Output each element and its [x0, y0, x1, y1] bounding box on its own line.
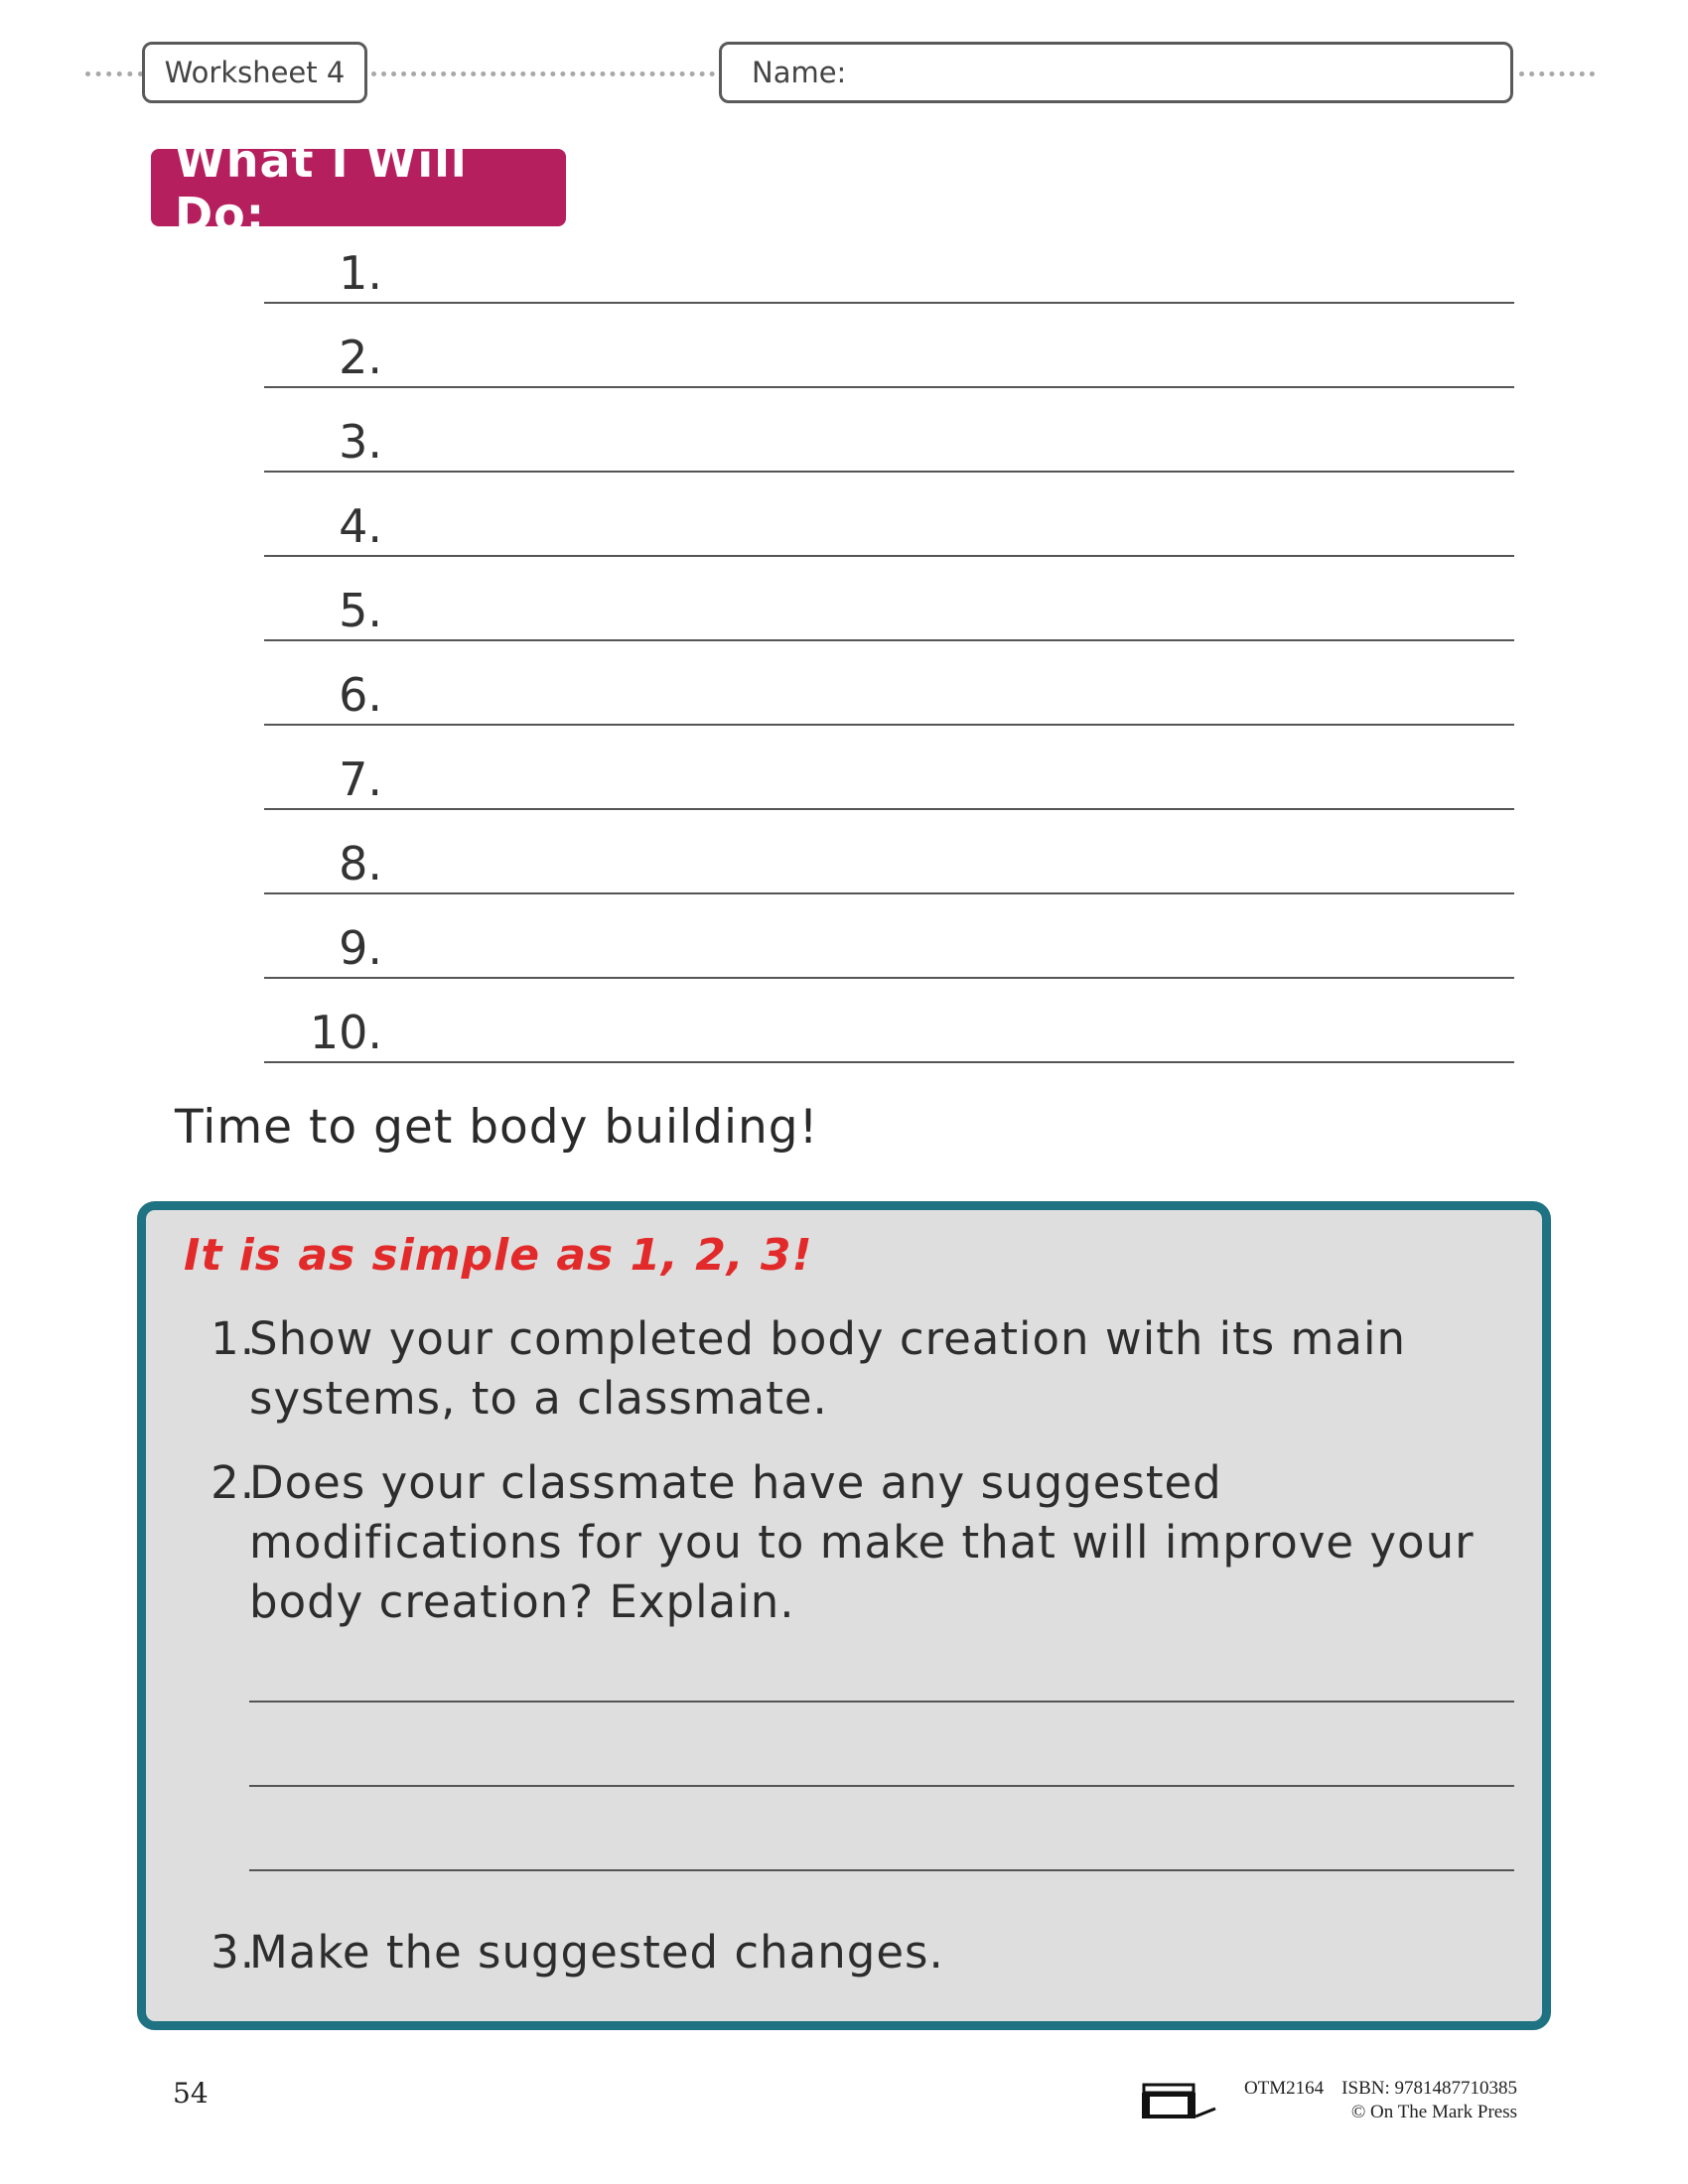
answer-line-7[interactable]	[149, 751, 1514, 810]
panel-writing-rule-2[interactable]	[249, 1785, 1514, 1787]
step-number: 1.	[211, 1312, 255, 1365]
answer-line-9[interactable]	[149, 919, 1514, 979]
writing-rule	[264, 555, 1514, 557]
writing-rule	[264, 808, 1514, 810]
section-heading-text: What I Will Do:	[175, 134, 468, 241]
answer-line-8[interactable]	[149, 835, 1514, 894]
answer-line-1[interactable]	[149, 244, 1514, 304]
writing-rule	[264, 724, 1514, 726]
isbn: ISBN: 9781487710385	[1341, 2078, 1517, 2099]
answer-line-10[interactable]	[149, 1004, 1514, 1063]
name-label: Name:	[752, 56, 847, 89]
header-dots-left	[85, 71, 143, 76]
line-number: 3.	[339, 415, 382, 469]
step-text: Make the suggested changes.	[249, 1926, 944, 1979]
copyright: © On The Mark Press	[1350, 2102, 1517, 2122]
section-heading	[151, 134, 566, 241]
writing-rule	[264, 1061, 1514, 1063]
writing-rule	[264, 471, 1514, 473]
worksheet-tab	[142, 42, 367, 103]
line-number: 6.	[339, 668, 382, 722]
name-field[interactable]	[719, 42, 1513, 103]
answer-line-5[interactable]	[149, 582, 1514, 641]
tagline: Time to get body building!	[175, 1100, 819, 1155]
writing-rule	[264, 302, 1514, 304]
line-number: 10.	[309, 1006, 382, 1059]
line-number: 9.	[339, 921, 382, 975]
product-code: OTM2164	[1243, 2078, 1325, 2099]
writing-rule	[264, 977, 1514, 979]
header-dots-right	[1519, 71, 1595, 76]
header-dots-middle	[371, 71, 715, 76]
page-number: 54	[173, 2077, 209, 2110]
panel-title: It is as simple as 1, 2, 3!	[184, 1230, 813, 1281]
footer-info	[1226, 2077, 1517, 2124]
line-number: 8.	[339, 837, 382, 890]
step-text: Show your completed body creation with its main systems, to a classmate.	[249, 1312, 1406, 1425]
footer-codes	[1226, 2077, 1517, 2101]
step-text: Does your classmate have any suggested modifications for you to make that will improve your body creation? Explain.	[249, 1456, 1475, 1628]
panel-writing-rule-3[interactable]	[249, 1869, 1514, 1871]
writing-rule	[264, 386, 1514, 388]
answer-line-4[interactable]	[149, 497, 1514, 557]
answer-line-3[interactable]	[149, 413, 1514, 473]
answer-line-6[interactable]	[149, 666, 1514, 726]
writing-rule	[264, 892, 1514, 894]
writing-rule	[264, 639, 1514, 641]
printer-icon	[1140, 2079, 1217, 2122]
line-number: 2.	[339, 331, 382, 384]
answer-line-2[interactable]	[149, 329, 1514, 388]
line-number: 7.	[339, 752, 382, 806]
instructions-panel	[137, 1201, 1551, 2030]
worksheet-label: Worksheet 4	[164, 56, 346, 89]
line-number: 5.	[339, 584, 382, 637]
step-number: 2.	[211, 1456, 255, 1509]
step-number: 3.	[211, 1926, 255, 1979]
line-number: 4.	[339, 499, 382, 553]
panel-writing-rule-1[interactable]	[249, 1701, 1514, 1703]
line-number: 1.	[339, 246, 382, 300]
